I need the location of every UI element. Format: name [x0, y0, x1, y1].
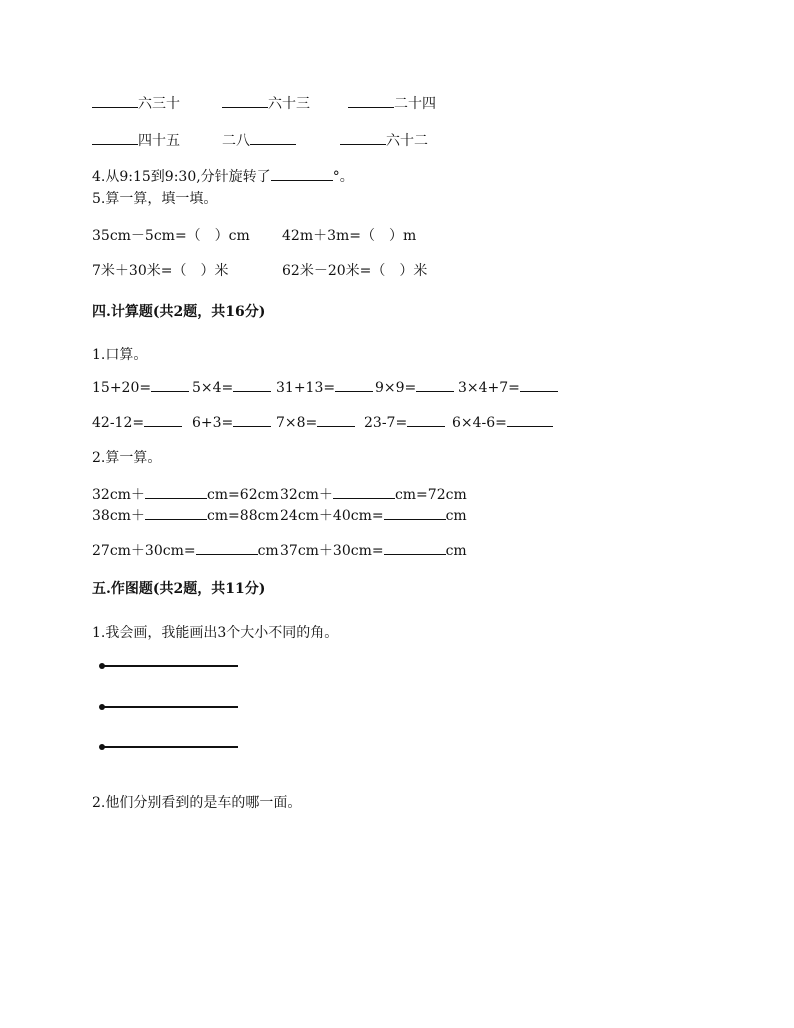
blank[interactable]: [92, 132, 138, 145]
fill-word: 二八: [222, 133, 250, 149]
calc2-item: [92, 484, 279, 504]
blank[interactable]: [92, 95, 138, 108]
oral-title: 1.口算。: [92, 347, 148, 363]
calc2-expr-tail: cm=62cm: [206, 487, 279, 503]
draw2-title: 2.他们分别看到的是车的哪一面。: [92, 795, 302, 811]
question-5-title: 5.算一算，填一填。: [92, 191, 218, 207]
oral-expr: 42-12=: [92, 415, 145, 431]
blank[interactable]: [384, 542, 446, 555]
fill-row-2: [92, 130, 180, 150]
oral-expr: 6×4-6=: [452, 415, 507, 431]
blank[interactable]: [151, 379, 189, 392]
calc2-expr: 37cm＋30cm=: [280, 543, 384, 559]
oral-item: [375, 379, 454, 396]
oral-expr: 9×9=: [375, 380, 417, 396]
blank[interactable]: [144, 414, 182, 427]
calc2-title: 2.算一算。: [92, 450, 162, 466]
fill-word: 六十二: [386, 133, 428, 149]
oral-expr: 7×8=: [276, 415, 318, 431]
blank[interactable]: [250, 132, 296, 145]
section-5-title: 五.作图题(共2题，共11分): [92, 581, 266, 597]
oral-item: [276, 379, 373, 396]
ray-segment[interactable]: [102, 665, 238, 667]
blank[interactable]: [333, 486, 395, 499]
blank[interactable]: [233, 414, 271, 427]
oral-expr: 23-7=: [364, 415, 408, 431]
question-4: [92, 166, 354, 186]
calc2-item: [280, 540, 467, 560]
blank[interactable]: [520, 379, 558, 392]
q4-suffix: °。: [332, 169, 354, 185]
calc2-item: [92, 505, 279, 525]
ray-segment[interactable]: [102, 746, 238, 748]
oral-item: [92, 414, 182, 431]
blank[interactable]: [145, 507, 207, 520]
calc2-expr-tail: cm: [257, 543, 279, 559]
fill-row-2-c: [340, 130, 428, 150]
fill-row-2-b: [222, 130, 296, 150]
oral-item: [92, 379, 189, 396]
blank[interactable]: [222, 95, 268, 108]
blank[interactable]: [384, 507, 446, 520]
calc2-expr: 24cm＋40cm=: [280, 508, 384, 524]
draw1-title: 1.我会画，我能画出3个大小不同的角。: [92, 625, 339, 641]
oral-expr: 6+3=: [192, 415, 234, 431]
oral-item: [458, 379, 558, 396]
calc2-item: [280, 484, 467, 504]
blank[interactable]: [507, 414, 553, 427]
calc2-expr-tail: cm=72cm: [394, 487, 467, 503]
blank[interactable]: [317, 414, 355, 427]
oral-expr: 5×4=: [192, 380, 234, 396]
oral-item: [452, 414, 553, 431]
calc2-item: [92, 540, 279, 560]
calc2-item: [280, 505, 467, 525]
blank[interactable]: [271, 168, 333, 181]
oral-expr: 3×4+7=: [458, 380, 520, 396]
q5-item: 35cm－5cm=（ ）cm: [92, 228, 250, 244]
fill-row-1-c: [348, 93, 436, 113]
blank[interactable]: [335, 379, 373, 392]
blank[interactable]: [407, 414, 445, 427]
q5-item: 62米－20米=（ ）米: [282, 263, 428, 279]
calc2-expr: 32cm＋: [92, 487, 145, 503]
q4-text: 4.从9:15到9:30,分针旋转了: [92, 169, 271, 185]
fill-row-1: [92, 93, 180, 113]
section-4-title: 四.计算题(共2题，共16分): [92, 304, 266, 320]
fill-word: 二十四: [394, 96, 436, 112]
calc2-expr-tail: cm: [445, 543, 467, 559]
fill-row-1-b: [222, 93, 310, 113]
oral-expr: 15+20=: [92, 380, 152, 396]
blank[interactable]: [196, 542, 258, 555]
oral-expr: 31+13=: [276, 380, 336, 396]
calc2-expr: 32cm＋: [280, 487, 333, 503]
blank[interactable]: [340, 132, 386, 145]
blank[interactable]: [233, 379, 271, 392]
calc2-expr: 27cm＋30cm=: [92, 543, 196, 559]
q5-item: 42m＋3m=（ ）m: [282, 228, 417, 244]
fill-word: 六三十: [138, 96, 180, 112]
oral-item: [276, 414, 355, 431]
oral-item: [364, 414, 445, 431]
calc2-expr: 38cm＋: [92, 508, 145, 524]
fill-word: 六十三: [268, 96, 310, 112]
oral-item: [192, 379, 271, 396]
calc2-expr-tail: cm: [445, 508, 467, 524]
ray-segment[interactable]: [102, 706, 238, 708]
calc2-expr-tail: cm=88cm: [206, 508, 279, 524]
blank[interactable]: [416, 379, 454, 392]
oral-item: [192, 414, 271, 431]
blank[interactable]: [348, 95, 394, 108]
q5-item: 7米＋30米=（ ）米: [92, 263, 229, 279]
fill-word: 四十五: [138, 133, 180, 149]
blank[interactable]: [145, 486, 207, 499]
